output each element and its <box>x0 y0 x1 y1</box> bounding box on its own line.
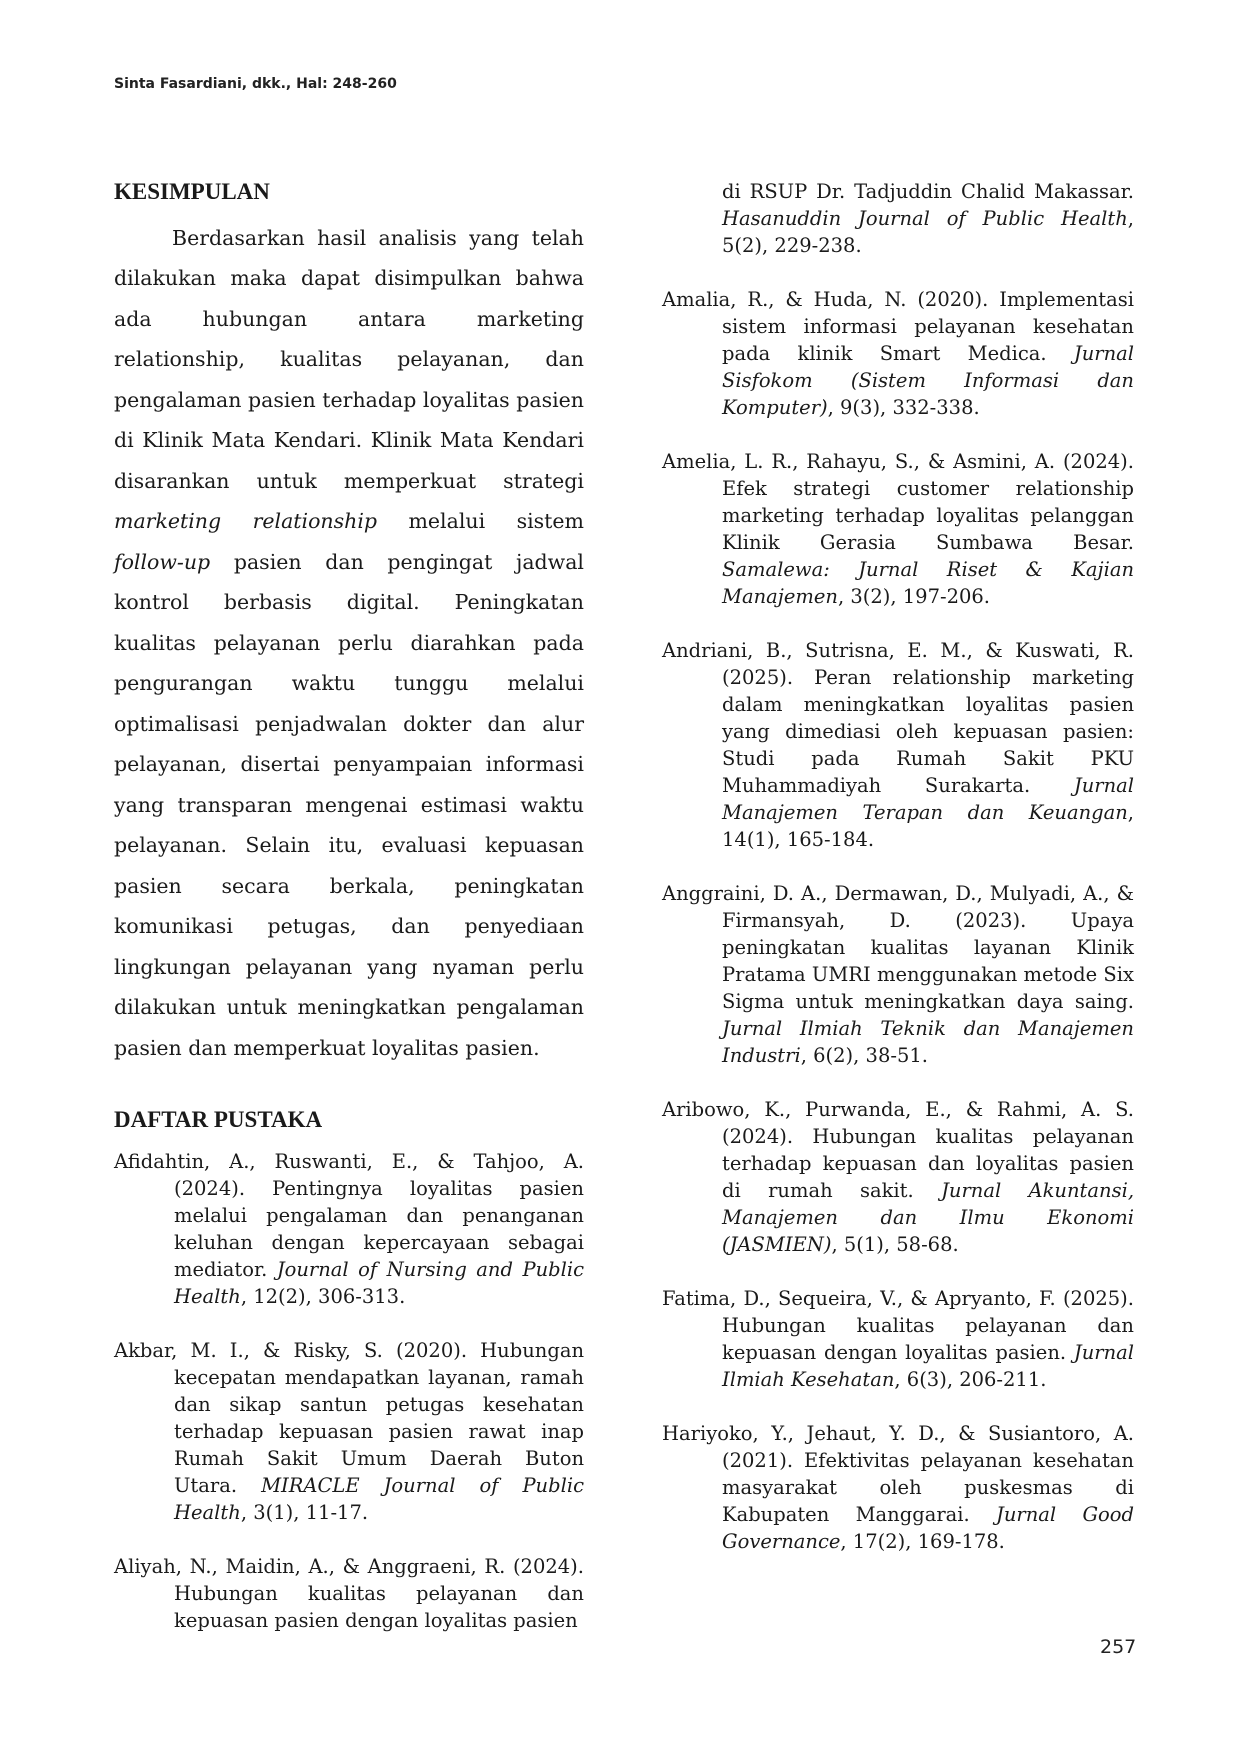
reference-text: Aliyah, N., Maidin, A., & Anggraeni, R. (2024). Hubungan kualitas pelayanan dan kepuasan pasien dengan loyalitas pasien <box>114 1554 584 1632</box>
reference-details: , 5(2), 229-238. <box>722 207 1134 257</box>
reference-list-left <box>114 1148 584 1634</box>
reference-journal: Hasanuddin Journal of Public Health <box>722 207 1128 230</box>
conclusion-text: Berdasarkan hasil analisis yang telah dilakukan maka dapat disimpulkan bahwa ada hubungan antara marketing relationship, kualitas pelayanan, dan pengalaman pasien terhadap loyalitas pasien di Klinik Mata Kendari. Klinik Mata Kendari disarankan untuk memperkuat strategi <box>114 225 584 493</box>
references-heading: DAFTAR PUSTAKA <box>114 1107 323 1133</box>
reference-journal: Samalewa: Jurnal Riset & Kajian Manajemen <box>722 558 1134 608</box>
reference-details: , 3(1), 11-17. <box>240 1500 369 1524</box>
reference-text: Afidahtin, A., Ruswanti, E., & Tahjoo, A. (2024). Pentingnya loyalitas pasien melalui pengalaman dan penanganan keluhan dengan kepercayaan sebagai mediator. <box>114 1149 584 1281</box>
reference-text: Aribowo, K., Purwanda, E., & Rahmi, A. S. (2024). Hubungan kualitas pelayanan terhadap kepuasan dan loyalitas pasien di rumah sakit. <box>662 1098 1134 1202</box>
conclusion-paragraph <box>114 218 584 1069</box>
reference-journal: Journal of Nursing and Public Health <box>174 1257 584 1308</box>
running-head: Sinta Fasardiani, dkk., Hal: 248-260 <box>114 76 397 92</box>
reference-text: Hariyoko, Y., Jehaut, Y. D., & Susiantoro, A. (2021). Efektivitas pelayanan kesehatan masyarakat oleh puskesmas di Kabupaten Manggarai. <box>662 1422 1134 1526</box>
reference-details: , 6(2), 38-51. <box>800 1044 928 1067</box>
conclusion-heading: KESIMPULAN <box>114 179 270 204</box>
reference-details: , 3(2), 197-206. <box>837 585 991 608</box>
reference-item <box>662 1096 1134 1258</box>
reference-item <box>662 1420 1134 1555</box>
reference-journal: Jurnal Ilmiah Kesehatan <box>722 1341 1134 1391</box>
reference-text: Amelia, L. R., Rahayu, S., & Asmini, A. (2024). Efek strategi customer relationship marketing terhadap loyalitas pelanggan Klinik Gerasia Sumbawa Besar. <box>662 450 1134 554</box>
reference-details: , 9(3), 332-338. <box>827 396 980 419</box>
reference-details: , 5(1), 58-68. <box>831 1233 959 1256</box>
reference-details: , 14(1), 165-184. <box>722 801 1134 851</box>
conclusion-emphasis: follow-up <box>114 549 211 574</box>
left-column <box>114 178 584 1661</box>
reference-details: , 12(2), 306-313. <box>240 1284 406 1308</box>
reference-journal: Jurnal Good Governance <box>722 1503 1134 1553</box>
reference-details: , 6(3), 206-211. <box>894 1368 1047 1391</box>
page-number: 257 <box>1100 1636 1137 1658</box>
reference-journal: Jurnal Sisfokom (Sistem Informasi dan Komputer) <box>722 342 1134 419</box>
reference-text: di RSUP Dr. Tadjuddin Chalid Makassar. <box>722 180 1134 203</box>
reference-item <box>662 1285 1134 1393</box>
reference-journal: Jurnal Manajemen Terapan dan Keuangan <box>722 774 1134 824</box>
reference-continuation <box>662 178 1134 259</box>
conclusion-emphasis: marketing relationship <box>114 509 378 534</box>
reference-item <box>114 1148 584 1310</box>
reference-text: Amalia, R., & Huda, N. (2020). Implementasi sistem informasi pelayanan kesehatan pada klinik Smart Medica. <box>662 288 1134 365</box>
reference-details: , 17(2), 169-178. <box>840 1530 1005 1553</box>
reference-journal: Jurnal Akuntansi, Manajemen dan Ilmu Ekonomi (JASMIEN) <box>722 1179 1135 1256</box>
reference-item <box>662 637 1134 853</box>
reference-text: Anggraini, D. A., Dermawan, D., Mulyadi, A., & Firmansyah, D. (2023). Upaya peningkatan kualitas layanan Klinik Pratama UMRI menggunakan metode Six Sigma untuk meningkatkan daya saing. <box>662 882 1134 1013</box>
reference-item <box>662 880 1134 1069</box>
reference-text: Andriani, B., Sutrisna, E. M., & Kuswati, R. (2025). Peran relationship marketing dalam meningkatkan loyalitas pasien yang dimediasi oleh kepuasan pasien: Studi pada Rumah Sakit PKU Muhammadiyah Surakarta. <box>662 639 1134 797</box>
reference-item <box>662 448 1134 610</box>
reference-item <box>662 286 1134 421</box>
conclusion-text: melalui sistem <box>377 509 584 534</box>
reference-text: Fatima, D., Sequeira, V., & Apryanto, F. (2025). Hubungan kualitas pelayanan dan kepuasan dengan loyalitas pasien. <box>662 1287 1134 1364</box>
reference-text: Akbar, M. I., & Risky, S. (2020). Hubungan kecepatan mendapatkan layanan, ramah dan sikap santun petugas kesehatan terhadap kepuasan pasien rawat inap Rumah Sakit Umum Daerah Buton Utara. <box>114 1338 584 1497</box>
reference-item <box>114 1553 584 1634</box>
reference-list-right <box>662 178 1134 1555</box>
reference-journal: Jurnal Ilmiah Teknik dan Manajemen Industri <box>722 1017 1134 1067</box>
right-column <box>662 178 1134 1582</box>
conclusion-text: pasien dan pengingat jadwal kontrol berbasis digital. Peningkatan kualitas pelayanan perlu diarahkan pada pengurangan waktu tunggu melalui optimalisasi penjadwalan dokter dan alur pelayanan, disertai penyampaian informasi yang transparan mengenai estimasi waktu pelayanan. Selain itu, evaluasi kepuasan pasien secara berkala, peningkatan komunikasi petugas, dan penyediaan lingkungan pelayanan yang nyaman perlu dilakukan untuk meningkatkan pengalaman pasien dan memperkuat loyalitas pasien. <box>114 549 584 1060</box>
reference-item <box>114 1337 584 1526</box>
reference-journal: MIRACLE Journal of Public Health <box>174 1473 584 1524</box>
